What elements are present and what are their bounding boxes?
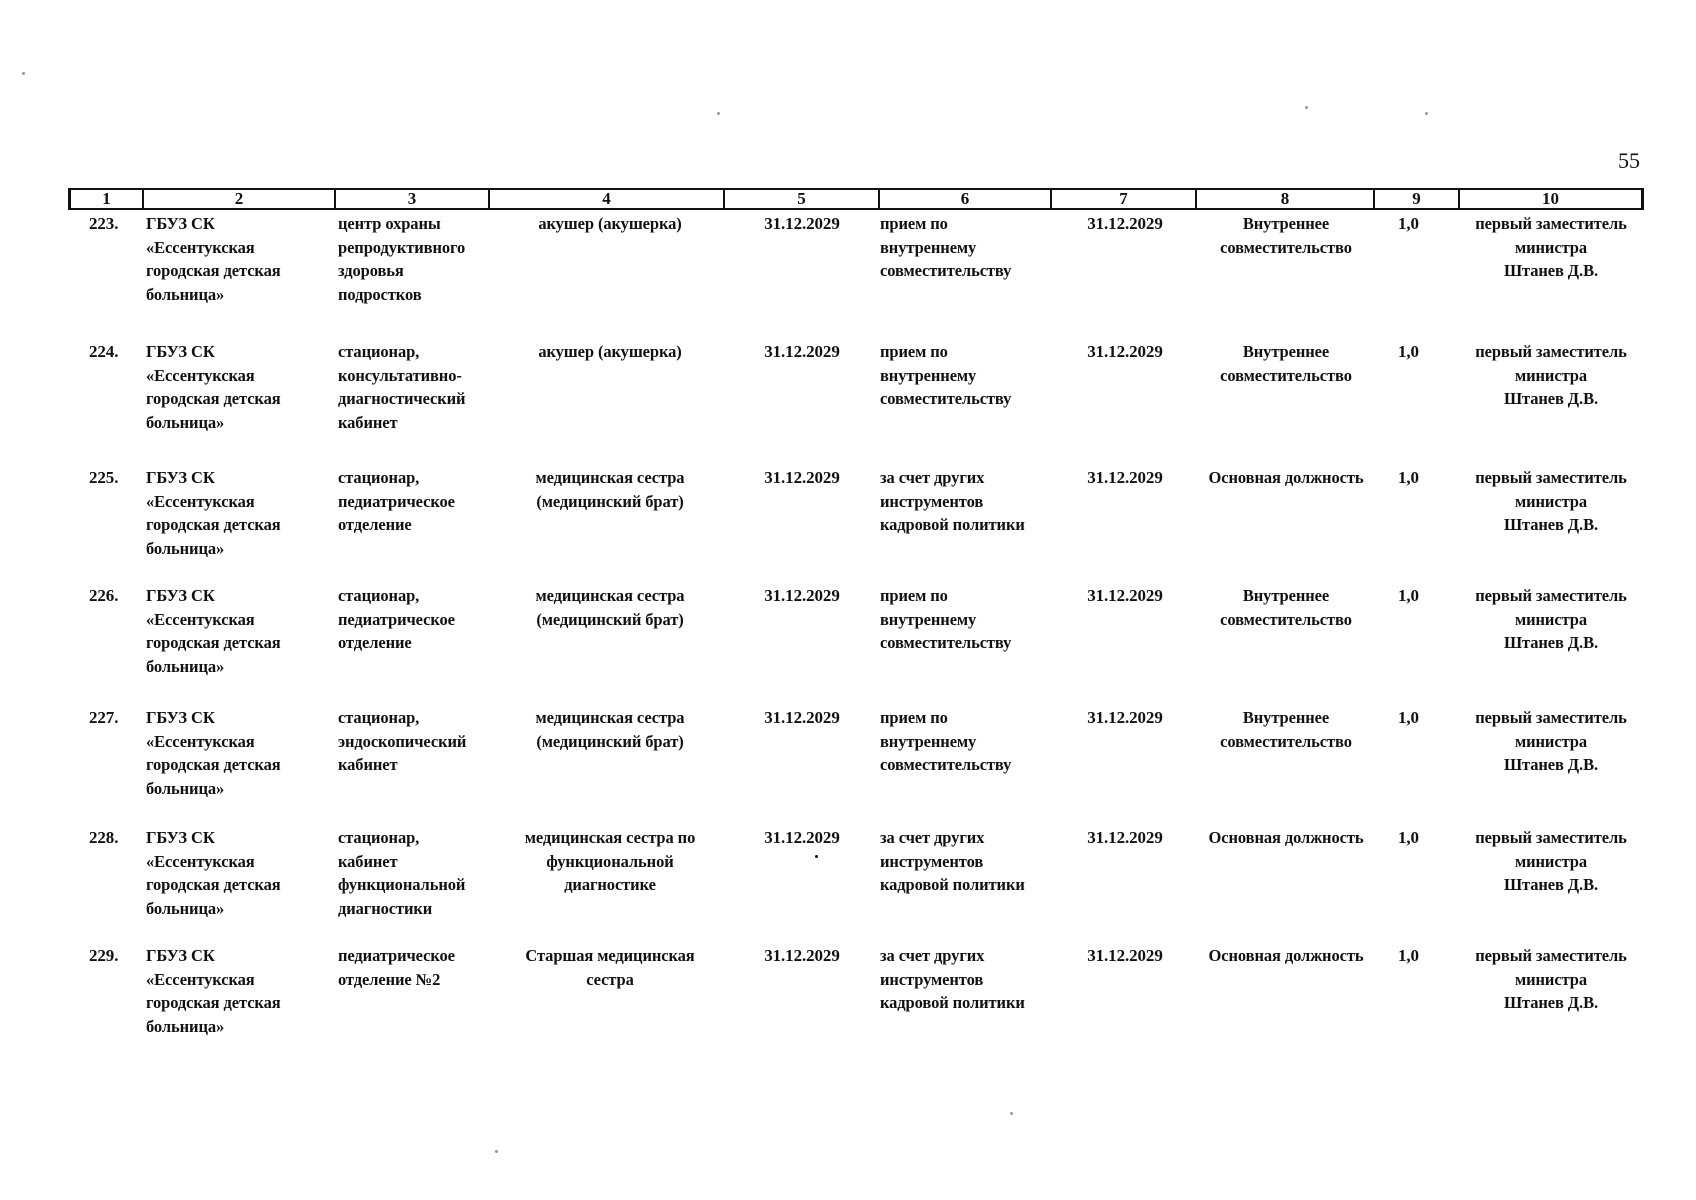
- organization-cell: [146, 944, 336, 1038]
- position-cell: [500, 826, 720, 897]
- responsible-cell-line: министра: [1514, 969, 1588, 989]
- row-number: 223.: [89, 214, 119, 233]
- fill-date-cell: 31.12.2029: [1087, 946, 1163, 965]
- organization-cell-line: ГБУЗ СК: [146, 708, 215, 727]
- employment-type-cell: [1198, 212, 1374, 259]
- unit-cell-line: репродуктивного: [338, 237, 466, 257]
- method-cell-line: кадровой политики: [880, 993, 1025, 1012]
- position-cell-line: (медицинский брат): [536, 609, 684, 629]
- position-cell-line: (медицинский брат): [536, 731, 684, 751]
- organization-cell-line: ГБУЗ СК: [146, 946, 215, 965]
- method-cell: [880, 706, 1050, 777]
- method-cell-line: совместительству: [880, 261, 1012, 280]
- method-cell-line: внутреннему: [880, 365, 977, 385]
- organization-cell-line: «Ессентукская: [146, 365, 255, 385]
- header-col-6: 6: [880, 190, 1052, 208]
- position-cell-line: Старшая медицинская: [525, 946, 695, 965]
- page-number: 55: [1618, 148, 1640, 173]
- employment-type-cell: [1198, 706, 1374, 753]
- deadline-date-cell: 31.12.2029: [764, 214, 840, 233]
- method-cell-line: за счет других: [880, 828, 985, 847]
- method-cell-line: внутреннему: [880, 237, 977, 257]
- organization-cell-line: больница»: [146, 412, 225, 432]
- rate-cell: 1,0: [1398, 342, 1419, 361]
- employment-type-cell: [1198, 466, 1374, 490]
- method-cell-line: за счет других: [880, 946, 985, 965]
- row-number: 225.: [89, 468, 119, 487]
- rate-cell: 1,0: [1398, 946, 1419, 965]
- employment-type-cell-line: Внутреннее: [1242, 586, 1330, 605]
- table-header-row: [68, 188, 1644, 210]
- method-cell: [880, 212, 1050, 283]
- fill-date-cell: 31.12.2029: [1087, 342, 1163, 361]
- unit-cell-line: стационар,: [338, 828, 420, 847]
- organization-cell-line: ГБУЗ СК: [146, 586, 215, 605]
- fill-date-cell: 31.12.2029: [1087, 586, 1163, 605]
- header-col-10: 10: [1542, 189, 1559, 208]
- organization-cell-line: больница»: [146, 898, 225, 918]
- header-col-8: 8: [1197, 190, 1375, 208]
- position-cell: [500, 466, 720, 513]
- organization-cell-line: городская детская: [146, 633, 281, 652]
- row-number: 226.: [89, 586, 119, 605]
- unit-cell: [338, 826, 498, 920]
- organization-cell-line: «Ессентукская: [146, 731, 255, 751]
- employment-type-cell-line: совместительство: [1220, 365, 1352, 385]
- method-cell-line: внутреннему: [880, 731, 977, 751]
- organization-cell: [146, 466, 336, 560]
- organization-cell: [146, 584, 336, 678]
- unit-cell-line: диагностики: [338, 898, 433, 918]
- unit-cell-line: педиатрическое: [338, 946, 455, 965]
- method-cell: [880, 584, 1050, 655]
- position-cell: [500, 706, 720, 753]
- employment-type-cell: [1198, 944, 1374, 968]
- organization-cell-line: городская детская: [146, 389, 281, 408]
- responsible-cell-line: первый заместитель: [1475, 214, 1627, 233]
- responsible-cell-line: Штанев Д.В.: [1503, 755, 1599, 774]
- responsible-cell: [1462, 212, 1640, 283]
- deadline-date-cell: 31.12.2029: [764, 342, 840, 361]
- method-cell-line: внутреннему: [880, 609, 977, 629]
- organization-cell-line: больница»: [146, 284, 225, 304]
- responsible-cell: [1462, 944, 1640, 1015]
- responsible-cell-line: первый заместитель: [1475, 586, 1627, 605]
- method-cell-line: прием по: [880, 342, 948, 361]
- responsible-cell-line: первый заместитель: [1475, 828, 1627, 847]
- responsible-cell-line: первый заместитель: [1475, 468, 1627, 487]
- responsible-cell-line: первый заместитель: [1475, 708, 1627, 727]
- unit-cell-line: отделение №2: [338, 969, 441, 989]
- rate-cell: 1,0: [1398, 586, 1419, 605]
- employment-type-cell-line: Внутреннее: [1242, 342, 1330, 361]
- organization-cell-line: ГБУЗ СК: [146, 468, 215, 487]
- row-number: 227.: [89, 708, 119, 727]
- organization-cell: [146, 340, 336, 434]
- unit-cell: [338, 212, 498, 306]
- organization-cell-line: больница»: [146, 1016, 225, 1036]
- method-cell: [880, 944, 1050, 1015]
- responsible-cell-line: Штанев Д.В.: [1503, 633, 1599, 652]
- employment-type-cell-line: Основная должность: [1208, 468, 1364, 487]
- header-col-7: 7: [1052, 190, 1197, 208]
- unit-cell-line: педиатрическое: [338, 491, 455, 511]
- row-number: 229.: [89, 946, 119, 965]
- header-col-2: 2: [144, 190, 336, 208]
- deadline-date-cell: 31.12.2029: [764, 468, 840, 487]
- method-cell-line: кадровой политики: [880, 515, 1025, 534]
- organization-cell-line: «Ессентукская: [146, 609, 255, 629]
- responsible-cell-line: Штанев Д.В.: [1503, 875, 1599, 894]
- unit-cell-line: стационар,: [338, 708, 420, 727]
- header-col-5: 5: [725, 190, 880, 208]
- method-cell-line: кадровой политики: [880, 875, 1025, 894]
- unit-cell-line: функциональной: [338, 875, 466, 894]
- position-cell: [500, 584, 720, 631]
- method-cell: [880, 826, 1050, 897]
- organization-cell-line: «Ессентукская: [146, 851, 255, 871]
- fill-date-cell: 31.12.2029: [1087, 708, 1163, 727]
- organization-cell-line: ГБУЗ СК: [146, 214, 215, 233]
- unit-cell: [338, 466, 498, 537]
- method-cell-line: инструментов: [880, 969, 984, 989]
- organization-cell: [146, 826, 336, 920]
- method-cell-line: совместительству: [880, 633, 1012, 652]
- fill-date-cell: 31.12.2029: [1087, 468, 1163, 487]
- organization-cell-line: больница»: [146, 656, 225, 676]
- position-cell-line: (медицинский брат): [536, 491, 684, 511]
- position-cell-line: медицинская сестра: [535, 586, 685, 605]
- method-cell-line: инструментов: [880, 491, 984, 511]
- method-cell-line: прием по: [880, 708, 948, 727]
- method-cell-line: прием по: [880, 214, 948, 233]
- responsible-cell-line: министра: [1514, 731, 1588, 751]
- unit-cell-line: педиатрическое: [338, 609, 455, 629]
- organization-cell-line: ГБУЗ СК: [146, 828, 215, 847]
- employment-type-cell-line: Внутреннее: [1242, 708, 1330, 727]
- deadline-date-cell: 31.12.2029: [764, 586, 840, 605]
- header-col-4: 4: [490, 190, 725, 208]
- unit-cell-line: стационар,: [338, 586, 420, 605]
- responsible-cell: [1462, 584, 1640, 655]
- header-col-3: 3: [336, 190, 490, 208]
- method-cell: [880, 340, 1050, 411]
- organization-cell-line: «Ессентукская: [146, 491, 255, 511]
- unit-cell-line: кабинет: [338, 851, 398, 871]
- unit-cell-line: подростков: [338, 284, 422, 304]
- unit-cell-line: здоровья: [338, 261, 404, 280]
- position-cell-line: сестра: [586, 969, 634, 989]
- deadline-date-cell: 31.12.2029: [764, 708, 840, 727]
- organization-cell: [146, 212, 336, 306]
- unit-cell-line: центр охраны: [338, 214, 441, 233]
- row-number: 224.: [89, 342, 119, 361]
- organization-cell-line: городская детская: [146, 261, 281, 280]
- deadline-date-cell: 31.12.2029: [764, 828, 840, 847]
- unit-cell-line: кабинет: [338, 755, 398, 774]
- responsible-cell-line: министра: [1514, 609, 1588, 629]
- header-col-9: 9: [1375, 190, 1460, 208]
- header-col-1: 1: [71, 190, 144, 208]
- row-number: 228.: [89, 828, 119, 847]
- method-cell-line: инструментов: [880, 851, 984, 871]
- employment-type-cell-line: совместительство: [1220, 731, 1352, 751]
- unit-cell-line: стационар,: [338, 468, 420, 487]
- employment-type-cell-line: Внутреннее: [1242, 214, 1330, 233]
- unit-cell-line: диагностический: [338, 389, 466, 408]
- method-cell-line: прием по: [880, 586, 948, 605]
- responsible-cell-line: первый заместитель: [1475, 946, 1627, 965]
- employment-type-cell: [1198, 584, 1374, 631]
- responsible-cell-line: первый заместитель: [1475, 342, 1627, 361]
- unit-cell-line: отделение: [338, 515, 412, 534]
- fill-date-cell: 31.12.2029: [1087, 828, 1163, 847]
- organization-cell-line: больница»: [146, 778, 225, 798]
- method-cell-line: совместительству: [880, 389, 1012, 408]
- organization-cell-line: городская детская: [146, 755, 281, 774]
- position-cell: [500, 212, 720, 236]
- unit-cell-line: стационар,: [338, 342, 420, 361]
- rate-cell: 1,0: [1398, 468, 1419, 487]
- employment-type-cell-line: Основная должность: [1208, 828, 1364, 847]
- position-cell-line: медицинская сестра: [535, 468, 685, 487]
- deadline-date-cell: 31.12.2029: [764, 946, 840, 965]
- position-cell-line: функциональной: [546, 851, 674, 871]
- organization-cell-line: «Ессентукская: [146, 969, 255, 989]
- rate-cell: 1,0: [1398, 828, 1419, 847]
- unit-cell: [338, 944, 498, 991]
- responsible-cell-line: министра: [1514, 237, 1588, 257]
- method-cell-line: за счет других: [880, 468, 985, 487]
- employment-type-cell-line: совместительство: [1220, 237, 1352, 257]
- responsible-cell: [1462, 826, 1640, 897]
- responsible-cell-line: министра: [1514, 851, 1588, 871]
- unit-cell: [338, 340, 498, 434]
- responsible-cell-line: Штанев Д.В.: [1503, 993, 1599, 1012]
- position-cell: [500, 944, 720, 991]
- organization-cell-line: городская детская: [146, 875, 281, 894]
- organization-cell-line: «Ессентукская: [146, 237, 255, 257]
- responsible-cell: [1462, 340, 1640, 411]
- responsible-cell-line: Штанев Д.В.: [1503, 515, 1599, 534]
- position-cell-line: медицинская сестра по: [524, 828, 696, 847]
- unit-cell-line: консультативно-: [338, 365, 462, 385]
- method-cell-line: совместительству: [880, 755, 1012, 774]
- unit-cell-line: отделение: [338, 633, 412, 652]
- responsible-cell-line: Штанев Д.В.: [1503, 261, 1599, 280]
- organization-cell-line: больница»: [146, 538, 225, 558]
- position-cell-line: акушер (акушерка): [538, 214, 682, 233]
- organization-cell-line: ГБУЗ СК: [146, 342, 215, 361]
- employment-type-cell: [1198, 826, 1374, 850]
- unit-cell-line: кабинет: [338, 412, 398, 432]
- method-cell: [880, 466, 1050, 537]
- position-cell: [500, 340, 720, 364]
- organization-cell-line: городская детская: [146, 993, 281, 1012]
- unit-cell: [338, 584, 498, 655]
- organization-cell-line: городская детская: [146, 515, 281, 534]
- position-cell-line: диагностике: [564, 875, 656, 894]
- responsible-cell: [1462, 466, 1640, 537]
- position-cell-line: медицинская сестра: [535, 708, 685, 727]
- position-cell-line: акушер (акушерка): [538, 342, 682, 361]
- rate-cell: 1,0: [1398, 708, 1419, 727]
- employment-type-cell-line: совместительство: [1220, 609, 1352, 629]
- organization-cell: [146, 706, 336, 800]
- responsible-cell-line: министра: [1514, 491, 1588, 511]
- employment-type-cell: [1198, 340, 1374, 387]
- unit-cell: [338, 706, 498, 777]
- unit-cell-line: эндоскопический: [338, 731, 467, 751]
- responsible-cell-line: Штанев Д.В.: [1503, 389, 1599, 408]
- fill-date-cell: 31.12.2029: [1087, 214, 1163, 233]
- employment-type-cell-line: Основная должность: [1208, 946, 1364, 965]
- responsible-cell-line: министра: [1514, 365, 1588, 385]
- responsible-cell: [1462, 706, 1640, 777]
- rate-cell: 1,0: [1398, 214, 1419, 233]
